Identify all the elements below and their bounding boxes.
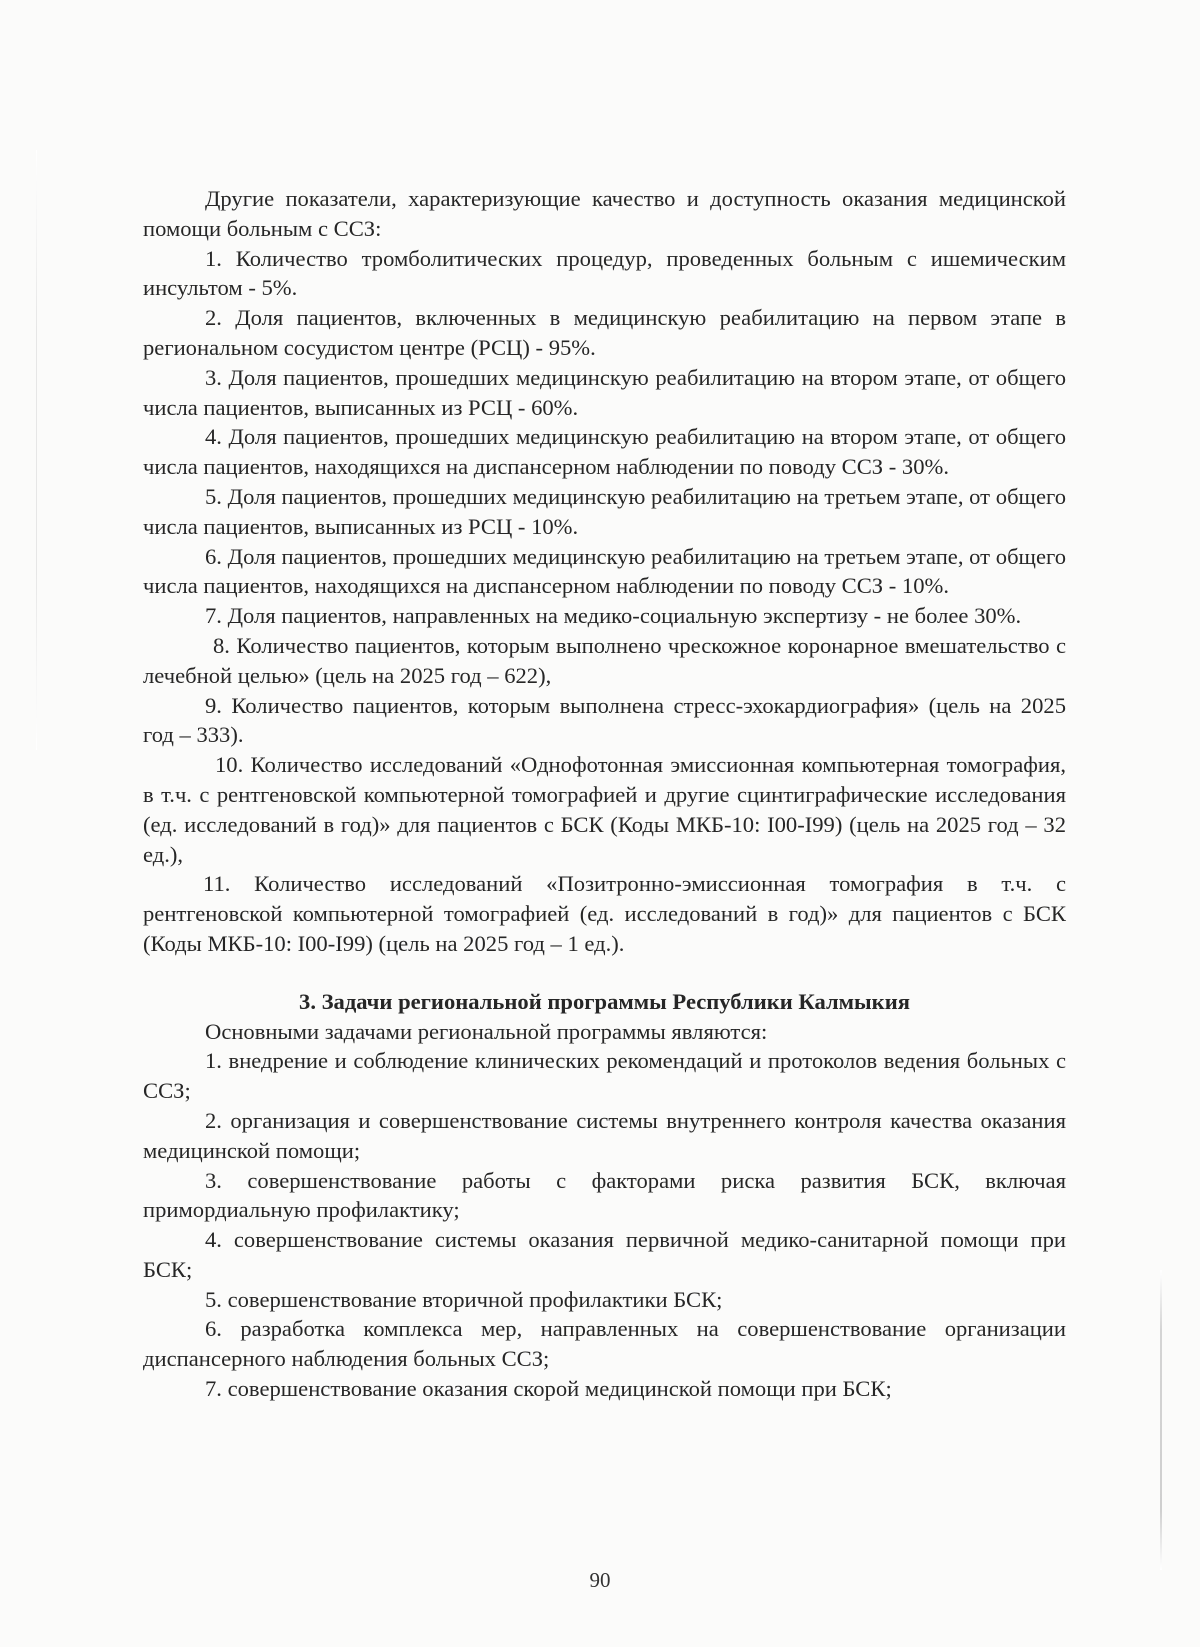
task-7: 7. совершенствование оказания скорой медицинской помощи при БСК;	[205, 1376, 892, 1402]
scan-edge-right	[1160, 1270, 1162, 1570]
indicator-6: 6. Доля пациентов, прошедших медицинскую реабилитацию на третьем этапе, от общего числа пациентов, находящихся на диспансерном наблюдении по поводу ССЗ - 10%.	[143, 543, 1066, 599]
indicator-9: 9. Количество пациентов, которым выполнена стресс-эхокардиография» (цель на 2025 год – 333).	[143, 692, 1066, 748]
task-3: 3. совершенствование работы с факторами риска развития БСК, включая примордиальную профилактику;	[143, 1167, 1066, 1223]
task-6: 6. разработка комплекса мер, направленных на совершенствование организации диспансерного наблюдения больных ССЗ;	[143, 1316, 1066, 1372]
section-heading: 3. Задачи региональной программы Республики Калмыкия	[299, 988, 910, 1014]
task-4: 4. совершенствование системы оказания первичной медико-санитарной помощи при БСК;	[143, 1227, 1066, 1282]
indicator-1: 1. Количество тромболитических процедур, проведенных больным с ишемическим инсультом - 5%.	[143, 245, 1066, 301]
indicator-5: 5. Доля пациентов, прошедших медицинскую реабилитацию на третьем этапе, от общего числа пациентов, выписанных из РСЦ - 10%.	[143, 483, 1066, 539]
indicator-11: 11. Количество исследований «Позитронно-эмиссионная томография в т.ч. с рентгеновской компьютерной томографией (ед. исследований в год)» для пациентов с БСК (Коды МКБ-10: I00-I99) (цель на 2025 год – 1 ед.).	[143, 871, 1066, 956]
page-number: 90	[589, 1568, 611, 1592]
task-1: 1. внедрение и соблюдение клинических рекомендаций и протоколов ведения больных с ССЗ;	[143, 1048, 1066, 1104]
task-5: 5. совершенствование вторичной профилактики БСК;	[205, 1286, 723, 1312]
indicator-4: 4. Доля пациентов, прошедших медицинскую реабилитацию на втором этапе, от общего числа пациентов, находящихся на диспансерном наблюдении по поводу ССЗ - 30%.	[143, 424, 1066, 480]
indicator-8: 8. Количество пациентов, которым выполнено чрескожное коронарное вмешательство с лечебной целью» (цель на 2025 год – 622),	[143, 632, 1066, 688]
indicator-2: 2. Доля пациентов, включенных в медицинскую реабилитацию на первом этапе в региональном сосудистом центре (РСЦ) - 95%.	[143, 305, 1066, 360]
page-content	[143, 184, 1066, 1404]
indicator-10: 10. Количество исследований «Однофотонная эмиссионная компьютерная томография, в т.ч. с рентгеновской компьютерной томографией и другие сцинтиграфические исследования (ед. исследований в год)» для пациентов с БСК (Коды МКБ-10: I00-I99) (цель на 2025 год – 32 ед.),	[143, 752, 1066, 867]
intro-paragraph: Другие показатели, характеризующие качество и доступность оказания медицинской помощи больным с ССЗ:	[143, 186, 1066, 241]
scan-edge-left	[36, 150, 37, 750]
section-lead: Основными задачами региональной программы являются:	[205, 1018, 768, 1044]
indicator-3: 3. Доля пациентов, прошедших медицинскую реабилитацию на втором этапе, от общего числа пациентов, выписанных из РСЦ - 60%.	[143, 364, 1066, 420]
task-2: 2. организация и совершенствование системы внутреннего контроля качества оказания медицинской помощи;	[143, 1107, 1066, 1163]
indicator-7: 7. Доля пациентов, направленных на медико-социальную экспертизу - не более 30%.	[205, 603, 1022, 629]
